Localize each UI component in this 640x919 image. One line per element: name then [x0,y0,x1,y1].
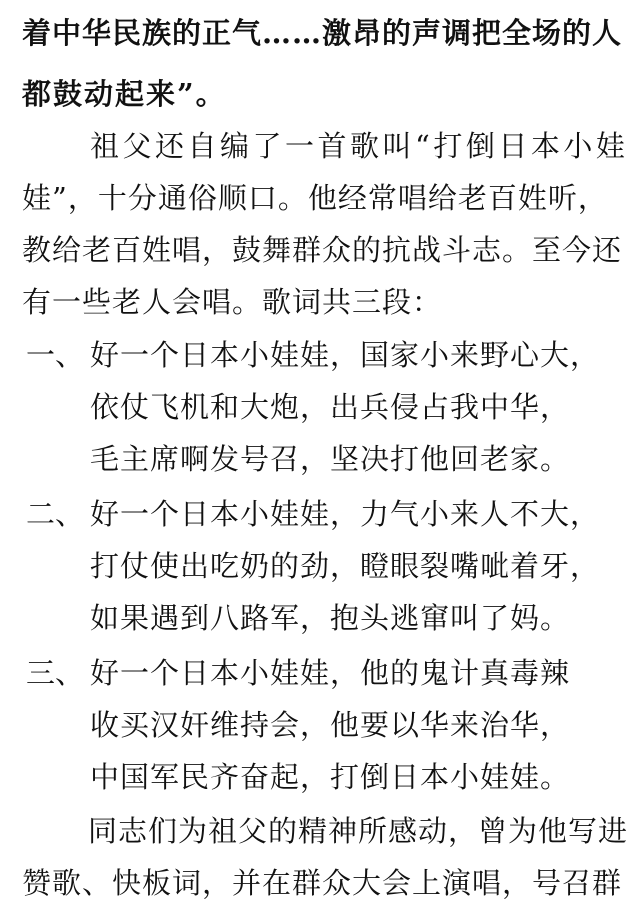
paragraph-line: 都鼓动起来”。 [22,77,227,111]
paragraph-line: 教给老百姓唱，鼓舞群众的抗战斗志。至今还 [22,233,623,267]
paragraph-line: 有一些老人会唱。歌词共三段： [22,285,443,319]
verse-line: 打仗使出吃奶的劲，瞪眼裂嘴呲着牙， [90,549,601,583]
verse-line: 如果遇到八路军，抱头逃窜叫了妈。 [90,601,571,635]
paragraph-line: 着中华民族的正气……激昂的声调把全场的人 [22,16,623,50]
verse-number: 三、 [26,656,85,690]
verse-number: 一、 [26,338,85,372]
verse-line: 好一个日本小娃娃，力气小来人不大， [90,497,601,531]
verse-line: 毛主席啊发号召，坚决打他回老家。 [90,442,571,476]
verse-number: 二、 [26,497,85,531]
verse-line: 收买汉奸维持会，他要以华来治华， [90,708,571,742]
paragraph-line: 娃”，十分通俗顺口。他经常唱给老百姓听， [22,181,608,215]
verse-line: 中国军民齐奋起，打倒日本小娃娃。 [90,760,571,794]
paragraph-line: 同志们为祖父的精神所感动，曾为他写进 [88,814,629,848]
paragraph-line: 赞歌、快板词，并在群众大会上演唱，号召群 [22,866,623,900]
verse-line: 依仗飞机和大炮，出兵侵占我中华， [90,390,571,424]
verse-line: 好一个日本小娃娃，国家小来野心大， [90,338,601,372]
paragraph-line: 祖父还自编了一首歌叫“打倒日本小娃 [90,129,629,163]
verse-line: 好一个日本小娃娃，他的鬼计真毒辣 [90,656,571,690]
